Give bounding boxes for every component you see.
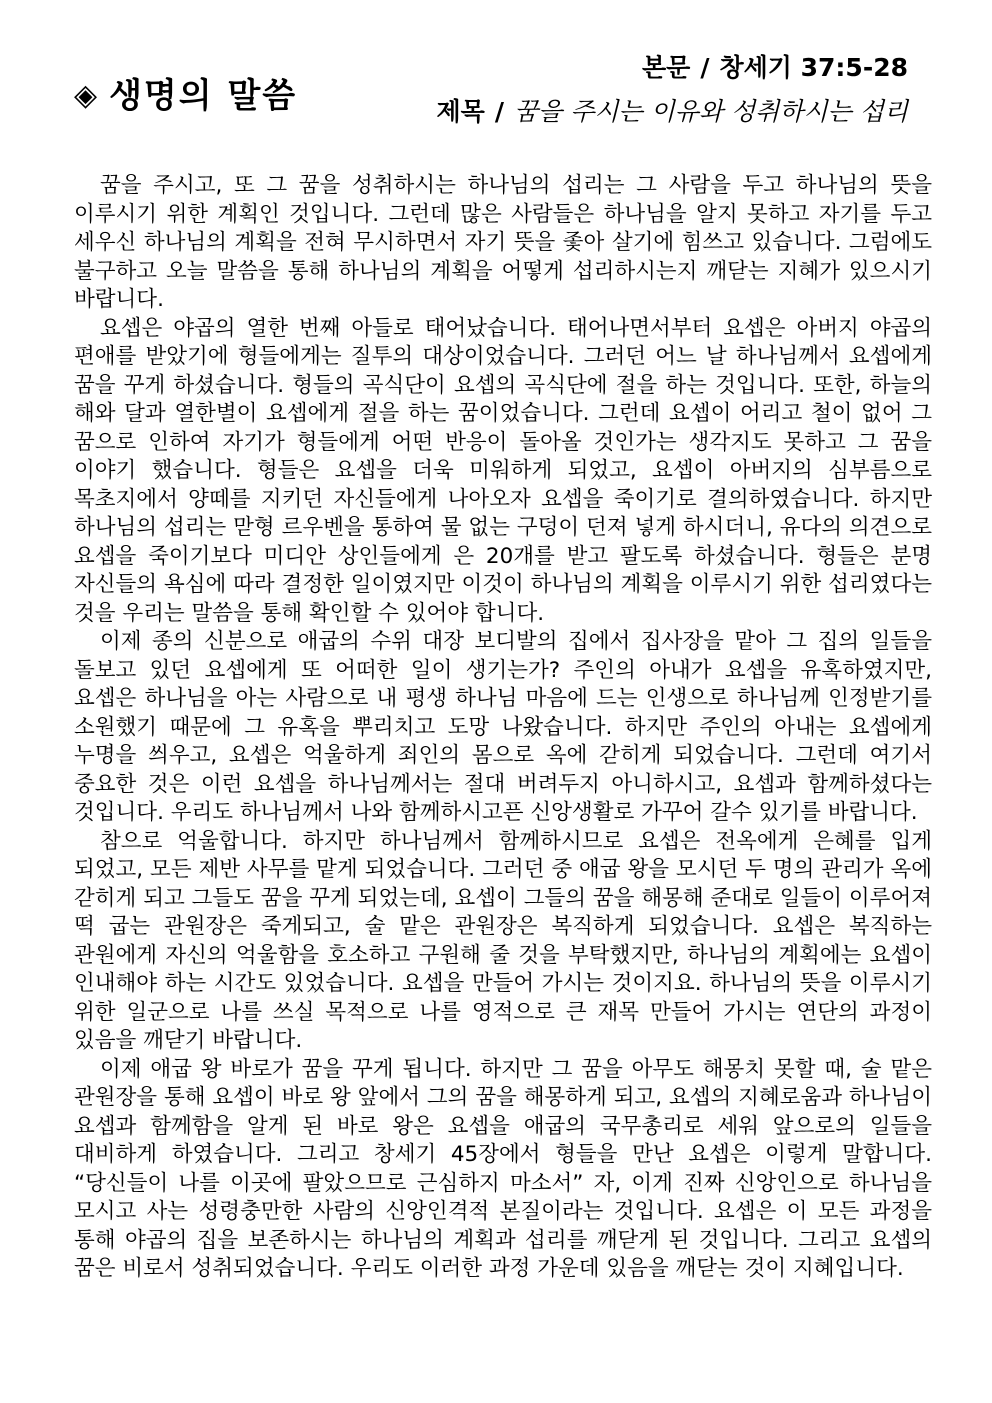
section-title-text: 생명의 말씀	[109, 76, 298, 116]
body-paragraph: 참으로 억울합니다. 하지만 하나님께서 함께하시므로 요셉은 전옥에게 은혜를 입게 되었고, 모든 제반 사무를 맡게 되었습니다. 그러던 중 애굽 왕을 모시던 두 명의 관리가 옥에 갇히게 되고 그들도 꿈을 꾸게 되었는데, 요셉이 그들의 꿈을 해몽해 준대로 일들이 이루어져 떡 굽는 관원장은 죽게되고, 술 맡은 관원장은 복직하게 되었습니다. 요셉은 복직하는 관원에게 자신의 억울함을 호소하고 구원해 줄 것을 부탁했지만, 하나님의 계획에는 요셉이 인내해야 하는 시간도 있었습니다. 요셉을 만들어 가시는 것이지요. 하나님의 뜻을 이루시기 위한 일군으로 나를 쓰실 목적으로 나를 영적으로 큰 재목 만들어 가시는 연단의 과정이 있음을 깨닫기 바랍니다.	[74, 828, 932, 1053]
sermon-title: 꿈을 주시는 이유와 성취하시는 섭리	[513, 97, 908, 126]
title-label: 제목	[436, 97, 485, 126]
section-title	[74, 68, 297, 117]
sermon-body	[74, 172, 932, 1284]
title-separator: /	[494, 97, 504, 126]
sermon-title-line	[437, 92, 909, 128]
body-paragraph: 이제 애굽 왕 바로가 꿈을 꾸게 됩니다. 하지만 그 꿈을 아무도 해몽치 못할 때, 술 맡은 관원장을 통해 요셉이 바로 왕 앞에서 그의 꿈을 해몽하게 되고, 요셉의 지혜로움과 하나님이 요셉과 함께함을 알게 된 바로 왕은 요셉을 애굽의 국무총리로 세워 앞으로의 일들을 대비하게 하였습니다. 그리고 창세기 45장에서 형들을 만난 요셉은 이렇게 말합니다. “당신들이 나를 이곳에 팔았으므로 근심하지 마소서” 자, 이게 진짜 신앙인으로 하나님을 모시고 사는 성령충만한 사람의 신앙인격적 본질이라는 것입니다. 요셉은 이 모든 과정을 통해 야곱의 집을 보존하시는 하나님의 계획과 섭리를 깨닫게 된 것입니다. 그리고 요셉의 꿈은 비로서 성취되었습니다. 우리도 이러한 과정 가운데 있음을 깨닫는 것이 지혜입니다.	[74, 1056, 932, 1281]
scripture-separator: /	[700, 53, 710, 82]
body-paragraph: 요셉은 야곱의 열한 번째 아들로 태어났습니다. 태어나면서부터 요셉은 아버지 야곱의 편애를 받았기에 형들에게는 질투의 대상이었습니다. 그러던 어느 날 하나님께서 요셉에게 꿈을 꾸게 하셨습니다. 형들의 곡식단이 요셉의 곡식단에 절을 하는 것입니다. 또한, 하늘의 해와 달과 열한별이 요셉에게 절을 하는 꿈이었습니다. 그런데 요셉이 어리고 철이 없어 그 꿈으로 인하여 자기가 형들에게 어떤 반응이 돌아올 것인가는 생각지도 못하고 그 꿈을 이야기 했습니다. 형들은 요셉을 더욱 미워하게 되었고, 요셉이 아버지의 심부름으로 목초지에서 양떼를 지키던 자신들에게 나아오자 요셉을 죽이기로 결의하였습니다. 하지만 하나님의 섭리는 맏형 르우벤을 통하여 물 없는 구덩이 던져 넣게 하시더니, 유다의 의견으로 요셉을 죽이기보다 미디안 상인들에게 은 20개를 받고 팔도록 하셨습니다. 형들은 분명 자신들의 욕심에 따라 결정한 일이였지만 이것이 하나님의 계획을 이루시기 위한 섭리였다는 것을 우리는 말씀을 통해 확인할 수 있어야 합니다.	[74, 315, 932, 626]
diamond-icon: ◈	[74, 78, 100, 113]
body-paragraph: 꿈을 주시고, 또 그 꿈을 성취하시는 하나님의 섭리는 그 사람을 두고 하나님의 뜻을 이루시기 위한 계획인 것입니다. 그런데 많은 사람들은 하나님을 알지 못하고 자기를 두고 세우신 하나님의 계획을 전혀 무시하면서 자기 뜻을 좇아 살기에 힘쓰고 있습니다. 그럼에도 불구하고 오늘 말씀을 통해 하나님의 계획을 어떻게 섭리하시는지 깨닫는 지혜가 있으시기 바랍니다.	[74, 173, 932, 312]
body-paragraph: 이제 종의 신분으로 애굽의 수위 대장 보디발의 집에서 집사장을 맡아 그 집의 일들을 돌보고 있던 요셉에게 또 어떠한 일이 생기는가? 주인의 아내가 요셉을 유혹하였지만, 요셉은 하나님을 아는 사람으로 내 평생 하나님 마음에 드는 인생으로 하나님께 인정받기를 소원했기 때문에 그 유혹을 뿌리치고 도망 나왔습니다. 하지만 주인의 아내는 요셉에게 누명을 씌우고, 요셉은 억울하게 죄인의 몸으로 옥에 갇히게 되었습니다. 그런데 여기서 중요한 것은 이런 요셉을 하나님께서는 절대 버려두지 아니하시고, 요셉과 함께하셨다는 것입니다. 우리도 하나님께서 나와 함께하시고픈 신앙생활로 가꾸어 갈수 있기를 바랍니다.	[74, 629, 932, 825]
header	[0, 0, 992, 150]
scripture-ref: 창세기 37:5-28	[719, 53, 908, 82]
scripture-label: 본문	[642, 53, 691, 82]
scripture-reference	[642, 48, 908, 84]
